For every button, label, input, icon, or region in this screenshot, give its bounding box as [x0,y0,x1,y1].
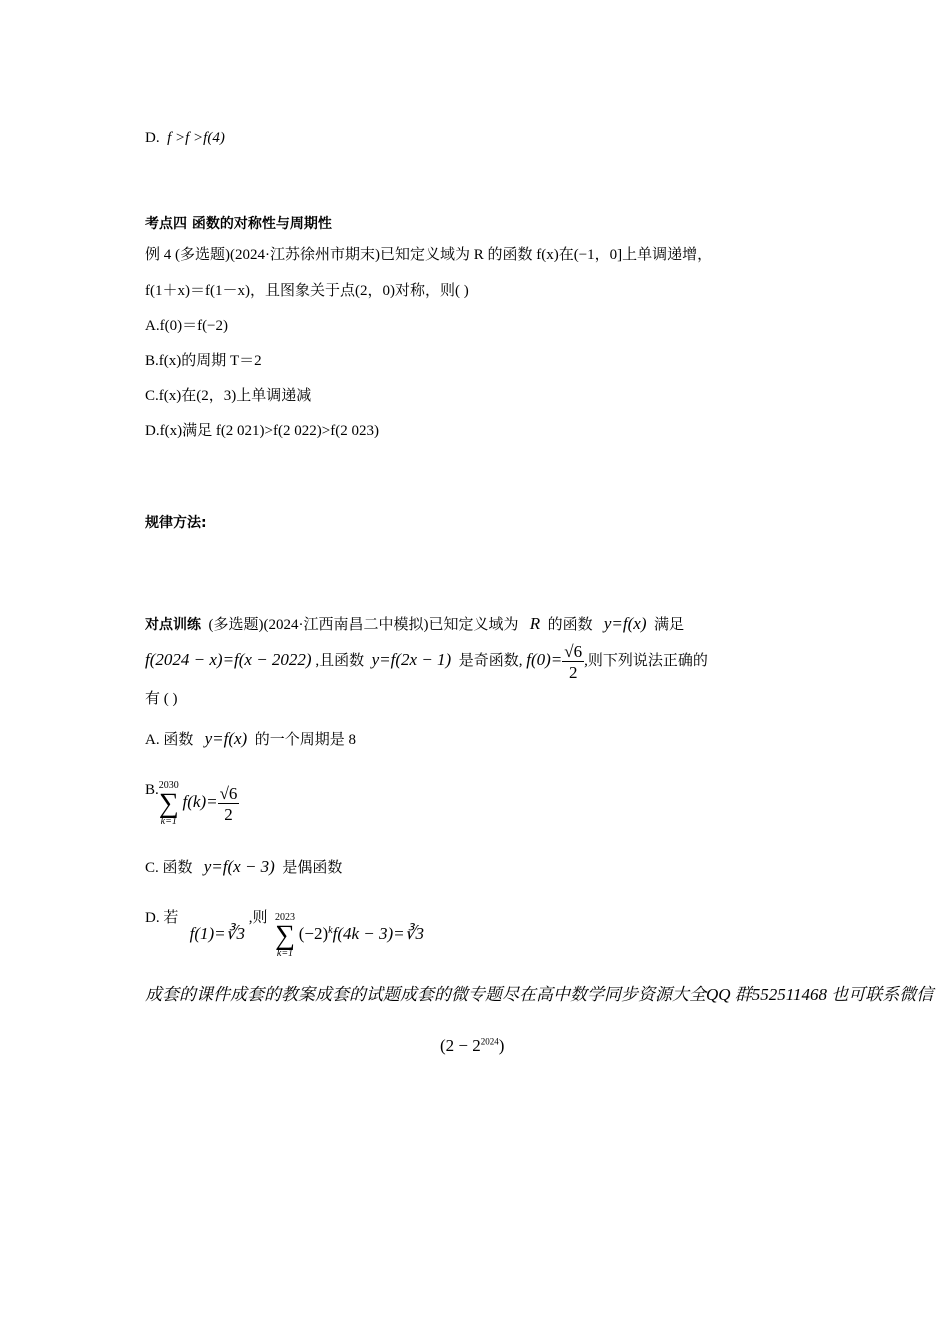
exercise-line-2: f(2024 − x)=f(x − 2022) ,且函数 y=f(2x − 1) 是奇函数, f(0)= $\frac{√6}{2}$ ,则下列说法正确的 [145,641,708,682]
example-option-a: A.f(0)＝f(−2) [145,318,229,334]
exercise-option-a: A. 函数 y=f(x) 的一个周期是 8 [145,729,356,748]
summation-sign: 2030 ∑ k=1 [158,779,179,827]
exercise-label: 对点训练 [145,617,201,633]
footer-banner: 成套的课件成套的教案成套的试题成套的微专题尽在高中数学同步资源大全QQ 群552511468 也可联系微信 [145,985,934,1004]
example-line-1: 例 4 (多选题)(2024·江苏徐州市期末)已知定义域为 R 的函数 f(x)在(−1，0]上单调递增， [145,247,713,263]
exercise-line-1: 对点训练 (多选题)(2024·江西南昌二中模拟)已知定义域为 R 的函数 y=f(x) 满足 [145,614,685,633]
example-option-b: B.f(x)的周期 T＝2 [145,353,262,369]
exercise-line-3: 有 ( ) [145,691,178,707]
exercise-option-d: D. 若 f(1)=∛3 ,则 2023 ∑ k=1 $(-2)^kf(4k$ − 3)=∛3 [145,910,424,959]
summation-sign-d: 2023 ∑ k=1 [274,911,295,959]
method-label: 规律方法: [145,515,207,531]
previous-option-text: f >f >f(4) [167,130,225,146]
fraction-sqrt6-over-2-b: $\frac{√6}{2}$ [219,783,238,824]
fraction-sqrt6-over-2: $\frac{√6}{2}$ [564,641,583,682]
example-option-d: D.f(x)满足 f(2 021)>f(2 022)>f(2 023) [145,423,379,439]
tail-expression: $(2 - 2^{2024})$ [440,1036,505,1055]
exercise-option-b: B. 2030 ∑ k=1 f(k)= $\frac{√6}{2}$ [145,779,238,827]
section-title: 考点四 函数的对称性与周期性 [145,216,332,232]
example-option-c: C.f(x)在(2，3)上单调递减 [145,388,312,404]
exercise-option-c: C. 函数 y=f(x − 3) 是偶函数 [145,857,343,876]
previous-option-d: D. f >f >f(4) [145,130,225,146]
example-line-2: f(1＋x)＝f(1－x)，且图象关于点(2，0)对称，则( ) [145,283,469,299]
